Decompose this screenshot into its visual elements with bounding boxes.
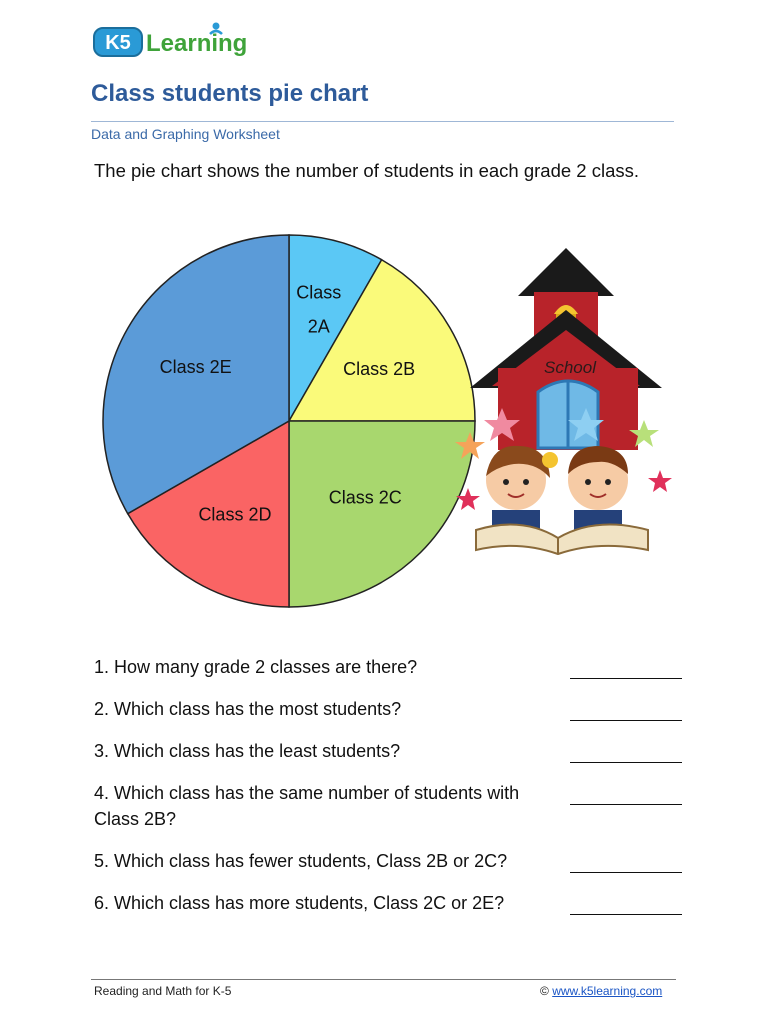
pie-chart [100,226,480,616]
question-6 [94,890,694,916]
school-house-illustration [452,248,682,558]
footer-divider [91,979,676,980]
svg-text:Learning: Learning [146,30,248,57]
pie-slice [289,421,475,607]
question-text: 3. Which class has the least students? [94,741,401,761]
slice-label: Class 2D [198,504,272,525]
answer-blank[interactable] [570,848,682,873]
question-text: 6. Which class has more students, Class 2C or 2E? [94,893,505,913]
question-1 [94,654,694,680]
answer-blank[interactable] [570,654,682,679]
answer-blank[interactable] [570,696,682,721]
slice-label: Class 2E [159,356,232,377]
question-text: 4. Which class has the same number of students with Class 2B? [94,783,520,829]
intro-text: The pie chart shows the number of students in each grade 2 class. [94,160,640,181]
question-text: 2. Which class has the most students? [94,699,402,719]
slice-label: Class 2C [328,487,402,508]
question-2 [94,696,694,722]
slice-label: Class [296,282,342,303]
svg-text:K5: K5 [105,32,131,54]
question-4 [94,780,694,832]
question-5 [94,848,694,874]
page-title: Class students pie chart [91,80,369,107]
questions-list [94,654,694,932]
question-text: 1. How many grade 2 classes are there? [94,657,418,677]
page-subtitle: Data and Graphing Worksheet [91,126,280,142]
answer-blank[interactable] [570,738,682,763]
title-divider [91,121,674,122]
school-sign: School [544,358,596,377]
question-text: 5. Which class has fewer students, Class 2B or 2C? [94,851,508,871]
footer-copyright [540,984,662,998]
answer-blank[interactable] [570,780,682,805]
answer-blank[interactable] [570,890,682,915]
footer-tagline: Reading and Math for K-5 [94,984,232,998]
question-3 [94,738,694,764]
slice-label: Class 2B [343,358,416,379]
website-link[interactable]: www.k5learning.com [552,984,663,998]
slice-label: 2A [307,316,330,337]
k5-learning-logo[interactable] [92,18,262,62]
copyright-symbol: © [540,984,549,998]
